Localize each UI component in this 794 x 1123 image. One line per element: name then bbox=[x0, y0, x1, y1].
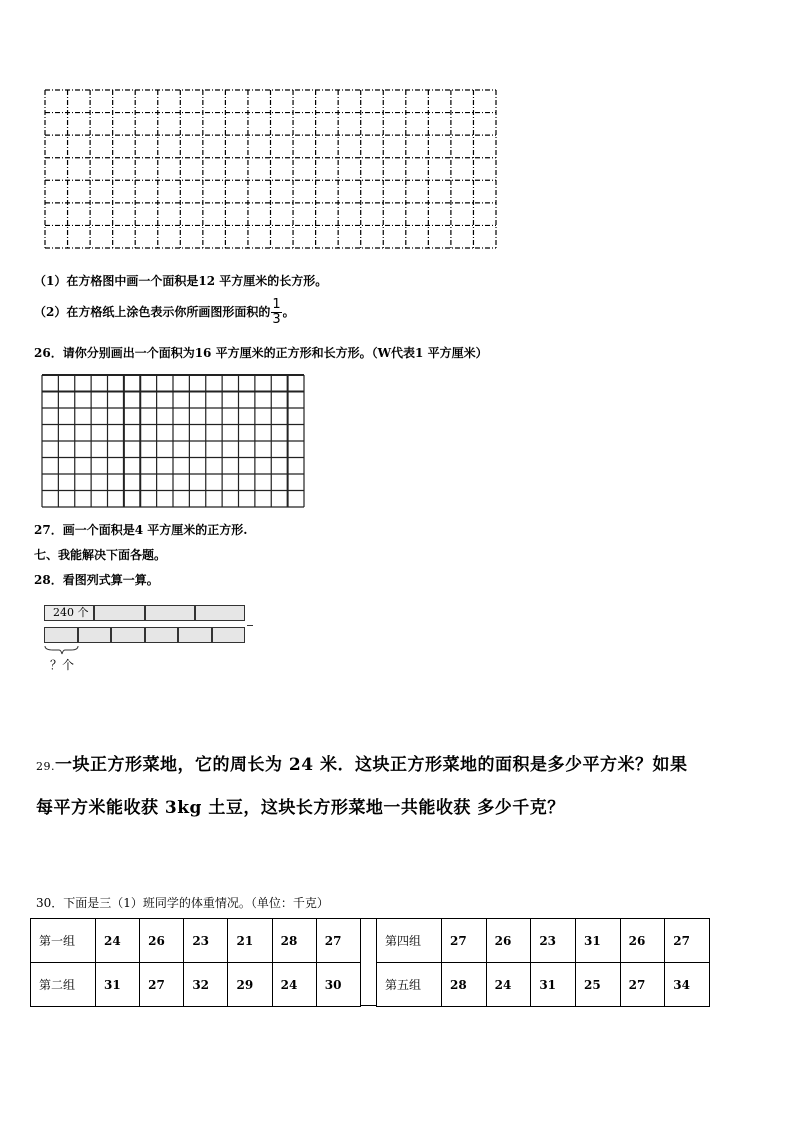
brace-icon bbox=[44, 645, 80, 655]
fraction-one-third bbox=[271, 298, 281, 327]
table-row bbox=[377, 919, 710, 963]
weight-table-right bbox=[376, 918, 710, 1007]
section7-heading: 七、我能解决下面各题。 bbox=[34, 548, 167, 562]
fraction-denominator: 3 bbox=[272, 312, 281, 327]
weight-cell: 26 bbox=[620, 919, 665, 963]
weight-cell: 27 bbox=[140, 963, 184, 1007]
dashed-square-grid bbox=[44, 89, 497, 249]
q29-line2: 每平方米能收获 3kg 土豆，这块长方形菜地一共能收获 多少千克？ bbox=[36, 798, 565, 818]
top-bar-segment bbox=[145, 605, 195, 621]
group-label: 第五组 bbox=[377, 963, 442, 1007]
weight-cell: 31 bbox=[531, 963, 576, 1007]
q25-part2 bbox=[34, 298, 295, 327]
weight-cell: 34 bbox=[665, 963, 710, 1007]
weight-cell: 25 bbox=[575, 963, 620, 1007]
weight-cell: 28 bbox=[442, 963, 487, 1007]
q25-part2-text: （2）在方格纸上涂色表示你所画图形面积的 bbox=[34, 305, 271, 319]
top-bar-segment-labeled bbox=[44, 605, 94, 621]
q27-text: 27．画一个面积是4 平方厘米的正方形. bbox=[34, 523, 248, 537]
weight-cell: 24 bbox=[96, 919, 140, 963]
weight-cell: 28 bbox=[272, 919, 316, 963]
weight-table-left bbox=[30, 918, 361, 1007]
weight-cell: 21 bbox=[228, 919, 272, 963]
bottom-bar-segment bbox=[145, 627, 178, 643]
weight-cell: 31 bbox=[575, 919, 620, 963]
weight-cell: 23 bbox=[531, 919, 576, 963]
weight-cell: 24 bbox=[272, 963, 316, 1007]
weight-cell: 23 bbox=[184, 919, 228, 963]
weight-cell: 27 bbox=[442, 919, 487, 963]
bottom-bar-segment bbox=[44, 627, 78, 643]
weight-cell: 26 bbox=[486, 919, 531, 963]
weight-cell: 24 bbox=[486, 963, 531, 1007]
table-gap bbox=[360, 918, 376, 1006]
top-bar-label: 240 个 bbox=[53, 606, 89, 619]
q29-number: 29. bbox=[36, 760, 55, 773]
q29-line1 bbox=[36, 750, 688, 775]
group-label: 第二组 bbox=[31, 963, 96, 1007]
weight-cell: 27 bbox=[316, 919, 360, 963]
weight-cell: 27 bbox=[665, 919, 710, 963]
brace-label: ？个 bbox=[50, 658, 75, 672]
bottom-bar-segment bbox=[78, 627, 111, 643]
weight-cell: 31 bbox=[96, 963, 140, 1007]
weight-cell: 29 bbox=[228, 963, 272, 1007]
weight-cell: 26 bbox=[140, 919, 184, 963]
group-label: 第一组 bbox=[31, 919, 96, 963]
group-label: 第四组 bbox=[377, 919, 442, 963]
q29-line1-text: 一块正方形菜地，它的周长为 24 米．这块正方形菜地的面积是多少平方米？如果 bbox=[55, 755, 688, 775]
q25-part1: （1）在方格图中画一个面积是12 平方厘米的长方形。 bbox=[34, 274, 328, 288]
weight-cell: 32 bbox=[184, 963, 228, 1007]
weight-cell: 27 bbox=[620, 963, 665, 1007]
bar-diagram bbox=[44, 605, 259, 675]
solid-square-grid bbox=[41, 374, 305, 508]
top-bar-segment bbox=[94, 605, 145, 621]
table-row bbox=[377, 963, 710, 1007]
table-row bbox=[31, 919, 361, 963]
table-row bbox=[31, 963, 361, 1007]
bottom-bar-segment bbox=[111, 627, 145, 643]
q30-text: 30．下面是三（1）班同学的体重情况。（单位：千克） bbox=[36, 896, 329, 910]
fraction-numerator: 1 bbox=[272, 297, 281, 312]
bottom-bar-segment bbox=[212, 627, 245, 643]
q26-text: 26．请你分别画出一个面积为16 平方厘米的正方形和长方形。（W代表1 平方厘米） bbox=[34, 346, 488, 360]
top-bar-segment bbox=[195, 605, 245, 621]
bar-end-tick bbox=[247, 625, 253, 626]
bottom-bar-segment bbox=[178, 627, 212, 643]
q28-text: 28．看图列式算一算。 bbox=[34, 573, 159, 587]
q25-part2-end: 。 bbox=[282, 305, 295, 319]
weight-cell: 30 bbox=[316, 963, 360, 1007]
